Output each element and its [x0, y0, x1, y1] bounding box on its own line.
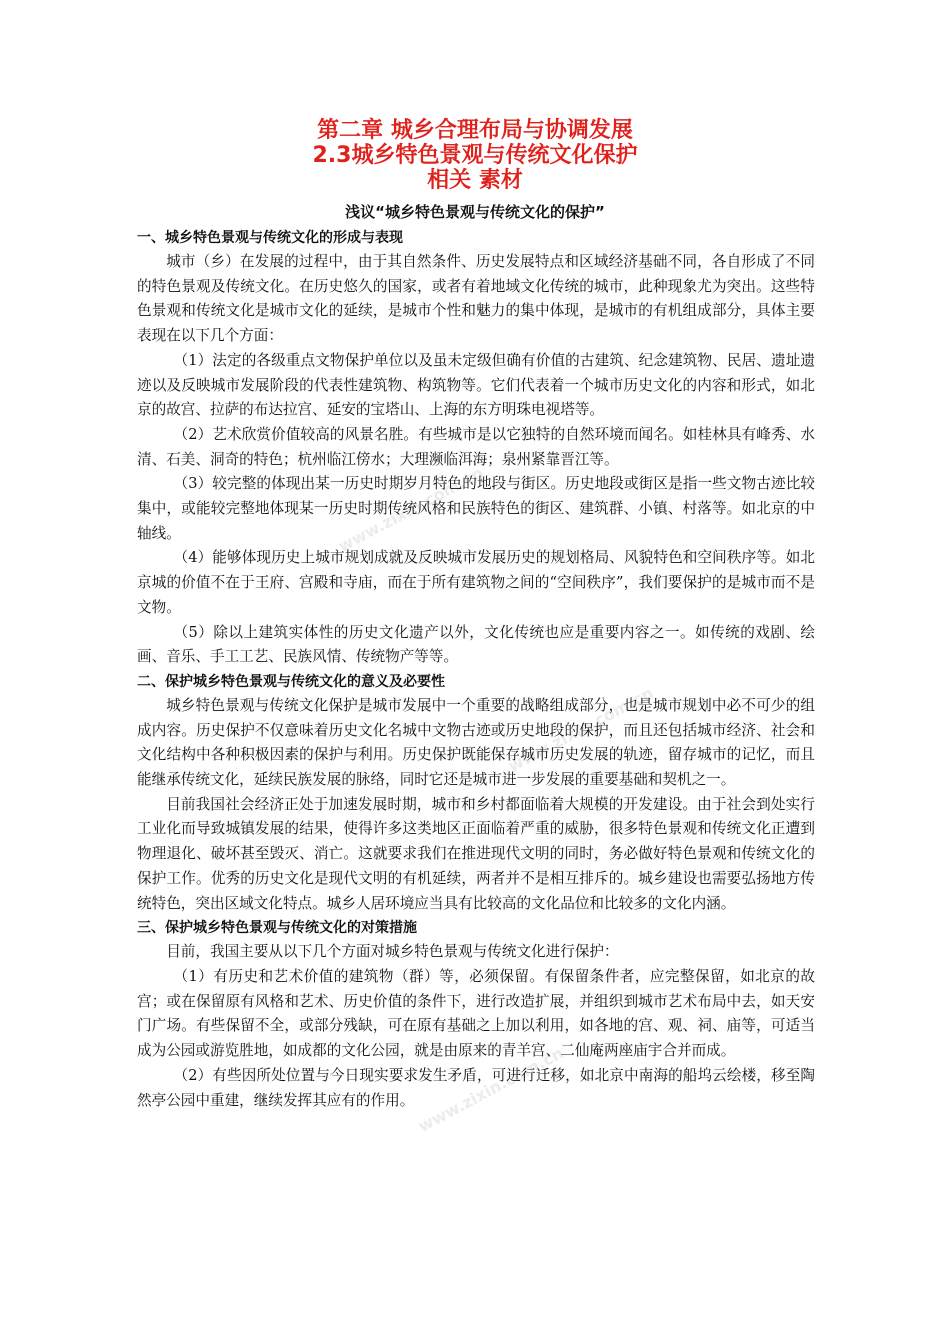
paragraph: 目前我国社会经济正处于加速发展时期，城市和乡村都面临着大规模的开发建设。由于社会到处实行工业化而导致城镇发展的结果，使得许多这类地区正面临着严重的威胁，很多特色景观和传统文化正遭到物理退化、破坏甚至毁灭、消亡。这就要求我们在推进现代文明的同时，务必做好特色景观和传统文化的保护工作。优秀的历史文化是现代文明的有机延续，两者并不是相互排斥的。城乡建设也需要弘扬地方传统特色，突出区域文化特点。城乡人居环境应当具有比较高的文化品位和比较多的文化内涵。 [137, 795, 815, 912]
paragraph: 目前，我国主要从以下几个方面对城乡特色景观与传统文化进行保护： [166, 943, 619, 961]
title-block [0, 118, 950, 193]
article-subtitle: 浅议“城乡特色景观与传统文化的保护” [345, 203, 605, 221]
chapter-title: 第二章 城乡合理布局与协调发展 [317, 118, 633, 143]
section-heading: 一、城乡特色景观与传统文化的形成与表现 [137, 230, 403, 246]
section-title: 2.3城乡特色景观与传统文化保护 [312, 143, 638, 168]
paragraph: （5）除以上建筑实体性的历史文化遗产以外，文化传统也应是重要内容之一。如传统的戏剧、绘画、音乐、手工工艺、民族风情、传统物产等等。 [137, 623, 815, 666]
watermark: www.zixin.com.cn [414, 1043, 567, 1136]
paragraph: （1）法定的各级重点文物保护单位以及虽未定级但确有价值的古建筑、纪念建筑物、民居、遗址遗迹以及反映城市发展阶段的代表性建筑物、构筑物等。它们代表着一个城市历史文化的内容和形式，如北京的故宫、拉萨的布达拉宫、延安的宝塔山、上海的东方明珠电视塔等。 [137, 351, 815, 419]
paragraph: （3）较完整的体现出某一历史时期岁月特色的地段与街区。历史地段或街区是指一些文物古迹比较集中，或能较完整地体现某一历史时期传统风格和民族特色的街区、建筑群、小镇、村落等。如北京的中轴线。 [137, 475, 815, 542]
material-title: 相关 素材 [427, 168, 523, 193]
paragraph: （1）有历史和艺术价值的建筑物（群）等，必须保留。有保留条件者，应完整保留，如北京的故宫；或在保留原有风格和艺术、历史价值的条件下，进行改造扩展，并组织到城市艺术布局中去，如天安门广场。有些保留不全，或部分残缺，可在原有基础之上加以利用，如各地的宫、观、祠、庙等，可适当成为公园或游览胜地，如成都的文化公园，就是由原来的青羊宫、二仙庵两座庙宇合并而成。 [137, 967, 815, 1060]
paragraph: 城市（乡）在发展的过程中，由于其自然条件、历史发展特点和区域经济基础不同，各自形成了不同的特色景观及传统文化。在历史悠久的国家，或者有着地域文化传统的城市，此种现象尤为突出。这些特色景观和传统文化是城市文化的延续，是城市个性和魅力的集中体现，是城市的有机组成部分，具体主要表现在以下几个方面： [137, 253, 815, 345]
paragraph: （4）能够体现历史上城市规划成就及反映城市发展历史的规划格局、风貌特色和空间秩序等。如北京城的价值不在于王府、宫殿和寺庙，而在于所有建筑物之间的“空间秩序”，我们要保护的是城市而不是文物。 [137, 549, 815, 616]
paragraph: 城乡特色景观与传统文化保护是城市发展中一个重要的战略组成部分，也是城市规划中必不可少的组成内容。历史保护不仅意味着历史文化名城中文物古迹或历史地段的保护，而且还包括城市经济、社会和文化结构中各种积极因素的保护与利用。历史保护既能保存城市历史发展的轨迹，留存城市的记忆，而且能继承传统文化，延续民族发展的脉络，同时它还是城市进一步发展的重要基础和契机之一。 [137, 696, 815, 789]
paragraph: （2）有些因所处位置与今日现实要求发生矛盾，可进行迁移，如北京中南海的船坞云绘楼，移至陶然亭公园中重建，继续发挥其应有的作用。 [137, 1066, 815, 1109]
paragraph: （2）艺术欣赏价值较高的风景名胜。有些城市是以它独特的自然环境而闻名。如桂林具有峰秀、水清、石美、洞奇的特色；杭州临江傍水；大理濒临洱海；泉州紧靠晋江等。 [137, 425, 815, 468]
article-body [137, 226, 815, 1113]
watermark: www.zixin.com.cn [504, 683, 657, 776]
section-heading: 三、保护城乡特色景观与传统文化的对策措施 [137, 920, 417, 937]
watermark: www.zixin.com.cn [334, 463, 487, 556]
section-heading: 二、保护城乡特色景观与传统文化的意义及必要性 [137, 673, 445, 690]
